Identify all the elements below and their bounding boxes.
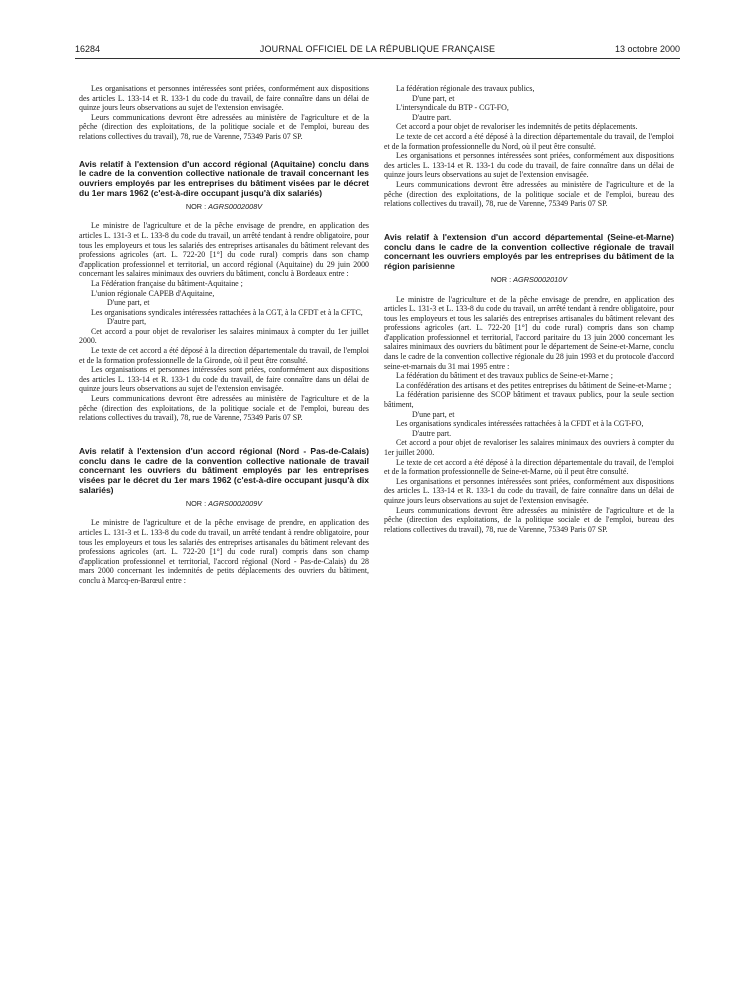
autre-part-line: D'autre part, bbox=[107, 317, 147, 327]
nor-label: NOR : bbox=[490, 274, 512, 284]
objet-paragraph: Cet accord a pour objet de revaloriser les salaires minimaux à compter du 1er juillet 2000. bbox=[79, 326, 369, 346]
une-part-line: D'une part, et bbox=[412, 409, 455, 419]
avis-paragraph: Le ministre de l'agriculture et de la pêche envisage de prendre, en application des articles L. 131-3 et L. 133-8 du code du travail, un arrêté tendant à rendre obligatoire, pour tous les employeurs et tous les salariés des entreprises artisanales du bâtiment relevant des professions agricoles (art. L. 722-20 [1°] du code rural) compris dans son champ d'application professionnel et territorial, l'accord paritaire du 13 juin 2000 concernant les salaires minimaux des ouvriers du bâtiment pour le département de Seine-et-Marne, conclu dans le cadre de la convention collective régionale du 28 juin 1993 et du protocole d'accord seine-et-marnais du 31 mai 1995 entre : bbox=[384, 294, 674, 371]
avis-title-aquitaine: Avis relatif à l'extension d'un accord régional (Aquitaine) conclu dans le cadre de la convention collective nationale de travail concernant les ouvriers employés par les entreprises du bâtiment visées par le décret du 1er mars 1962 (c'est-à-dire occupant jusqu'à dix salariés) bbox=[79, 158, 369, 198]
party-line: La confédération des artisans et des petites entreprises du bâtiment de Seine-et-Marne ; bbox=[396, 380, 672, 390]
une-part-line: D'une part, et bbox=[412, 93, 455, 103]
intro-observations: Les organisations et personnes intéressées sont priées, conformément aux dispositions des articles L. 133-14 et R. 133-1 du code du travail, de faire connaître dans un délai de quinze jours leurs observations au sujet de l'extension envisagée. bbox=[79, 84, 369, 113]
observations-paragraph: Les organisations et personnes intéressées sont priées, conformément aux dispositions des articles L. 133-14 et R. 133-1 du code du travail, de faire connaître dans un délai de quinze jours leurs observations au sujet de l'extension envisagée. bbox=[384, 151, 674, 180]
publication-date: 13 octobre 2000 bbox=[614, 44, 680, 54]
page-number: 16284 bbox=[75, 44, 101, 54]
party-line: L'union régionale CAPEB d'Aquitaine, bbox=[91, 288, 215, 298]
observations-paragraph: Les organisations et personnes intéressées sont priées, conformément aux dispositions des articles L. 133-14 et R. 133-1 du code du travail, de faire connaître dans un délai de quinze jours leurs observations au sujet de l'extension envisagée. bbox=[384, 476, 674, 505]
avis-title-seine-et-marne: Avis relatif à l'extension d'un accord départemental (Seine-et-Marne) conclu dans le cadre de la convention collective régionale de travail concernant les ouvriers employés par les entreprises du bâtiment de la région parisienne bbox=[384, 231, 674, 272]
avis-paragraph: Le ministre de l'agriculture et de la pêche envisage de prendre, en application des articles L. 131-3 et L. 133-8 du code du travail, un arrêté tendant à rendre obligatoire, pour tous les employeurs et tous les salariés des entreprises artisanales du bâtiment relevant des professions agricoles (art. L. 722-20 [1°] du code rural) compris dans son champ d'application professionnel et territorial, un accord régional (Aquitaine) du 29 juin 2000 concernant les salaires minimaux des ouvriers du bâtiment, conclu à Bordeaux entre : bbox=[79, 221, 369, 279]
avis-title-nord-pas-de-calais: Avis relatif à l'extension d'un accord régional (Nord - Pas-de-Calais) conclu dans le cadre de la convention collective nationale de travail concernant les ouvriers du bâtiment employés par les entreprises visées par le décret du 1er mars 1962 (c'est-à-dire occupant jusqu'à dix salariés) bbox=[79, 445, 369, 495]
nor-code: AGRS0002010V bbox=[513, 274, 568, 284]
observations-paragraph: Les organisations et personnes intéressées sont priées, conformément aux dispositions des articles L. 133-14 et R. 133-1 du code du travail, de faire connaître dans un délai de quinze jours leurs observations au sujet de l'extension envisagée. bbox=[79, 365, 369, 394]
communications-paragraph: Leurs communications devront être adressées au ministère de l'agriculture et de la pêche (direction des exploitations, de la politique sociale et de l'emploi, bureau des relations collectives du travail), 78, rue de Varenne, 75349 Paris 07 SP. bbox=[79, 394, 369, 423]
nor-reference bbox=[384, 275, 674, 285]
right-column bbox=[384, 84, 674, 534]
party-line: La fédération parisienne des SCOP bâtiment et travaux publics, pour la seule section bâtiment, bbox=[384, 390, 674, 410]
syndicats-line: Les organisations syndicales intéressées rattachées à la CFDT et à la CGT-FO, bbox=[396, 419, 644, 429]
nor-reference bbox=[79, 499, 369, 509]
communications-paragraph: Leurs communications devront être adressées au ministère de l'agriculture et de la pêche (direction des exploitations, de la politique sociale et de l'emploi, bureau des relations collectives du travail), 78, rue de Varenne, 75349 Paris 07 SP. bbox=[384, 505, 674, 534]
nor-code: AGRS0002008V bbox=[208, 201, 263, 211]
autre-part-line: D'autre part. bbox=[412, 428, 452, 438]
objet-paragraph: Cet accord a pour objet de revaloriser les salaires minimaux des ouvriers à compter du 1er juillet 2000. bbox=[384, 438, 674, 457]
depot-paragraph: Le texte de cet accord a été déposé à la direction départementale du travail, de l'emploi et de la formation professionnelle de la Gironde, où il peut être consulté. bbox=[79, 346, 369, 365]
nor-label: NOR : bbox=[185, 201, 207, 211]
left-column bbox=[79, 84, 369, 586]
syndicats-line: Les organisations syndicales intéressées rattachées à la CGT, à la CFDT et à la CFTC, bbox=[91, 307, 363, 317]
nor-reference bbox=[79, 202, 369, 212]
header-rule bbox=[75, 58, 680, 59]
nor-code: AGRS0002009V bbox=[208, 498, 263, 508]
une-part-line: D'une part, et bbox=[107, 298, 150, 308]
communications-paragraph: Leurs communications devront être adressées au ministère de l'agriculture et de la pêche (direction des exploitations, de la politique sociale et de l'emploi, bureau des relations collectives du travail), 78, rue de Varenne, 75349 Paris 07 SP. bbox=[384, 179, 674, 209]
depot-paragraph: Le texte de cet accord a été déposé à la direction départementale du travail, de l'emploi et de la formation professionnelle de Seine-et-Marne, où il peut être consulté. bbox=[384, 457, 674, 477]
nor-label: NOR : bbox=[185, 498, 207, 508]
party-line: La fédération régionale des travaux publics, bbox=[396, 84, 535, 93]
journal-title: JOURNAL OFFICIEL DE LA RÉPUBLIQUE FRANÇAISE bbox=[259, 44, 496, 54]
intro-communications: Leurs communications devront être adressées au ministère de l'agriculture et de la pêche (direction des exploitations, de la politique sociale et de l'emploi, bureau des relations collectives du travail), 78, rue de Varenne, 75349 Paris 07 SP. bbox=[79, 112, 369, 141]
party-line: La fédération du bâtiment et des travaux publics de Seine-et-Marne ; bbox=[396, 371, 613, 381]
party-line: L'intersyndicale du BTP - CGT-FO, bbox=[396, 103, 509, 113]
depot-paragraph: Le texte de cet accord a été déposé à la direction départementale du travail, de l'emploi et de la formation professionnelle du Nord, où il peut être consulté. bbox=[384, 131, 674, 151]
page-header bbox=[75, 44, 680, 58]
objet-paragraph: Cet accord a pour objet de revaloriser les indemnités de petits déplacements. bbox=[396, 122, 638, 132]
autre-part-line: D'autre part. bbox=[412, 112, 452, 122]
party-line: La Fédération française du bâtiment-Aquitaine ; bbox=[91, 278, 243, 288]
avis-paragraph: Le ministre de l'agriculture et de la pêche envisage de prendre, en application des articles L. 131-3 et L. 133-8 du code du travail, un arrêté tendant à rendre obligatoire, pour tous les employeurs et tous les salariés des entreprises artisanales du bâtiment relevant des professions agricoles (art. L. 722-20 [1°] du code rural) compris dans son champ d'application professionnel et territorial, l'accord régional (Nord - Pas-de-Calais) du 28 mars 2000 concernant les indemnités de petits déplacements des ouvriers du bâtiment, conclu à Marcq-en-Barœul entre : bbox=[79, 518, 369, 585]
